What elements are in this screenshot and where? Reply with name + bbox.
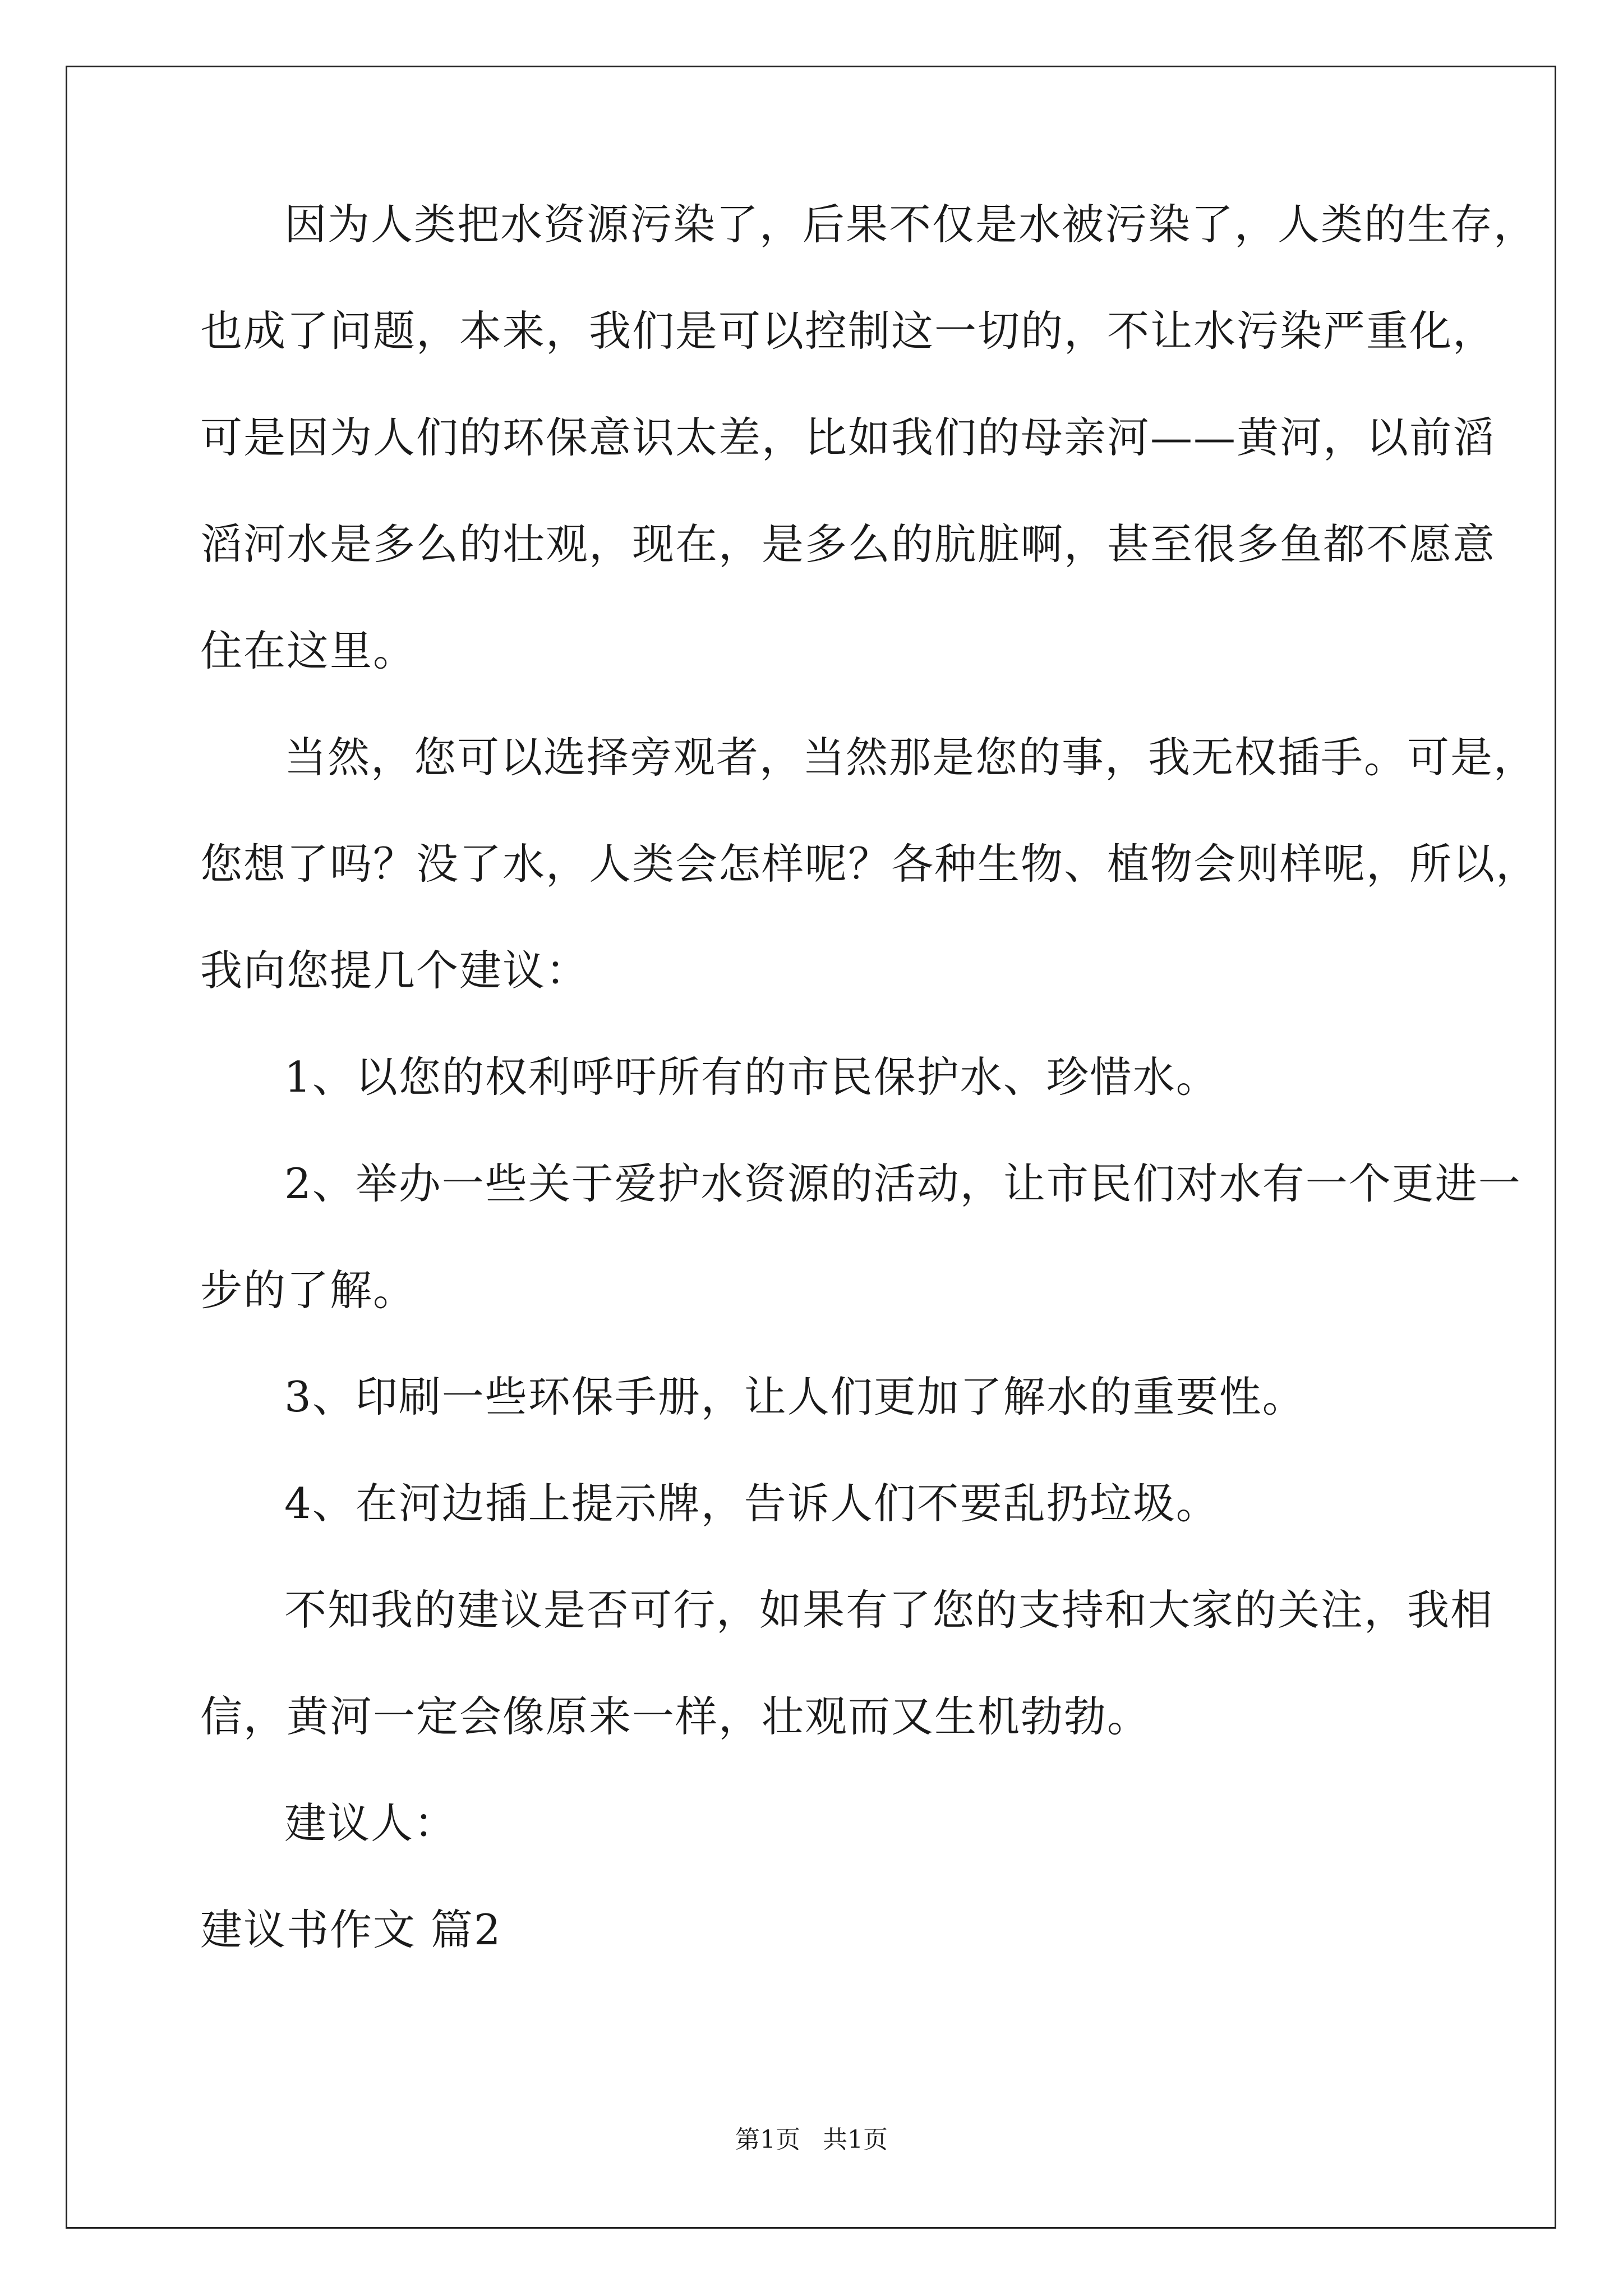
- list-item-2: 2、举办一些关于爱护水资源的活动，让市民们对水有一个更进一: [284, 1159, 1521, 1208]
- list-item-1: 1、以您的权利呼吁所有的市民保护水、珍惜水。: [284, 1052, 1219, 1102]
- paragraph-line: 滔河水是多么的壮观，现在，是多么的肮脏啊，甚至很多鱼都不愿意: [200, 519, 1496, 569]
- list-item-2-cont: 步的了解。: [200, 1266, 417, 1315]
- page-total: 共1页: [823, 2125, 888, 2154]
- section-heading: 建议书作文 篇2: [200, 1905, 502, 1954]
- page-number: 第1页: [735, 2125, 800, 2154]
- list-item-3: 3、印刷一些环保手册，让人们更加了解水的重要性。: [284, 1372, 1306, 1421]
- paragraph-line: 您想了吗？没了水，人类会怎样呢？各种生物、植物会则样呢，所以，: [200, 839, 1539, 889]
- paragraph-line: 当然，您可以选择旁观者，当然那是您的事，我无权插手。可是，: [284, 733, 1537, 782]
- paragraph-line: 我向您提几个建议：: [200, 946, 589, 995]
- paragraph-line: 不知我的建议是否可行，如果有了您的支持和大家的关注，我相: [284, 1585, 1494, 1635]
- paragraph-line: 因为人类把水资源污染了，后果不仅是水被污染了，人类的生存，: [284, 200, 1537, 249]
- paragraph-line: 信，黄河一定会像原来一样，壮观而又生机勃勃。: [200, 1692, 1151, 1741]
- page-footer: [0, 2123, 1623, 2157]
- paragraph-line: 住在这里。: [200, 626, 417, 675]
- signature-label: 建议人：: [284, 1798, 458, 1848]
- paragraph-line: 也成了问题，本来，我们是可以控制这一切的，不让水污染严重化，: [200, 306, 1496, 356]
- list-item-4: 4、在河边插上提示牌，告诉人们不要乱扔垃圾。: [284, 1479, 1219, 1528]
- paragraph-line: 可是因为人们的环保意识太差，比如我们的母亲河——黄河，以前滔: [200, 413, 1496, 462]
